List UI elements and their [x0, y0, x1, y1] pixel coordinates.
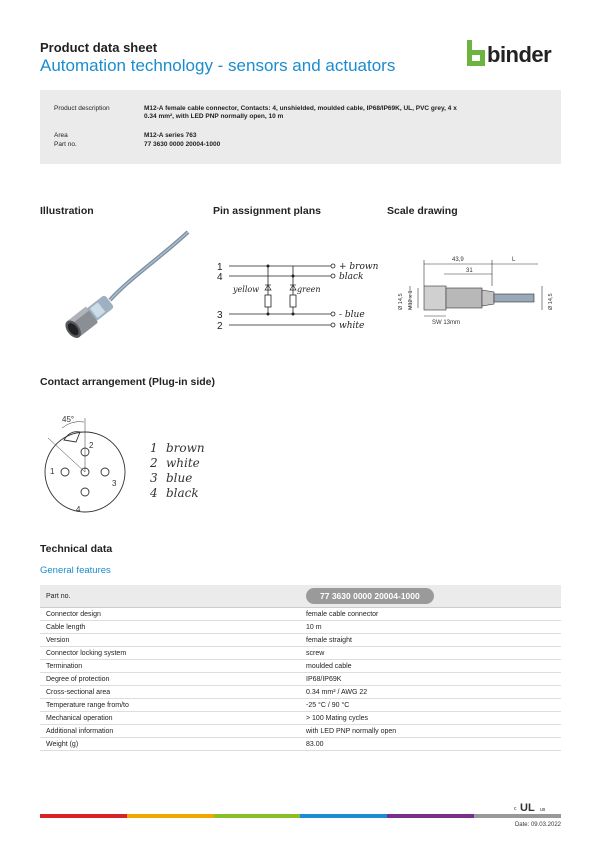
footer-color-segment [300, 814, 387, 818]
angle-label: 45° [62, 415, 75, 424]
table-row-value: -25 °C / 90 °C [300, 699, 561, 712]
table-row-label: Temperature range from/to [40, 699, 300, 712]
table-row-label: Weight (g) [40, 738, 300, 751]
table-row-value: > 100 Mating cycles [300, 712, 561, 725]
pin-2-number: 2 [217, 321, 223, 332]
dim-body-length: 31 [466, 268, 473, 274]
technical-data-table [40, 585, 561, 751]
table-row-value: female straight [300, 634, 561, 647]
table-row [40, 647, 561, 660]
scale-drawing-heading: Scale drawing [387, 205, 458, 217]
footer-color-bar [40, 814, 561, 818]
binder-logo-mark-icon [465, 38, 489, 72]
part-no-label: Part no. [54, 141, 77, 148]
pin-3-number: 3 [217, 310, 223, 321]
illustration-heading: Illustration [40, 205, 94, 217]
led-yellow-label: yellow [233, 285, 260, 294]
contact-legend [150, 441, 205, 501]
table-row [40, 634, 561, 647]
table-row-value: IP68/IP69K [300, 673, 561, 686]
table-row-label: Connector design [40, 608, 300, 621]
table-row [40, 725, 561, 738]
general-features-heading: General features [40, 565, 111, 576]
contact-arrangement-heading: Contact arrangement (Plug-in side) [40, 376, 216, 388]
footer-color-segment [214, 814, 301, 818]
footer-color-segment [474, 814, 561, 818]
table-row [40, 712, 561, 725]
page-title: Automation technology - sensors and actuators [40, 56, 396, 75]
legend-row: 3 blue [150, 471, 193, 485]
wire-label-1: + brown [339, 262, 379, 272]
wire-label-2: white [339, 321, 365, 331]
table-row-label: Cable length [40, 621, 300, 634]
pin-assignment-diagram [213, 250, 379, 340]
dim-diameter-2: Ø 14,5 [548, 293, 554, 310]
wire-label-4: black [339, 272, 364, 282]
footer-color-segment [387, 814, 474, 818]
part-no-value: 77 3630 0000 20004-1000 [144, 141, 221, 148]
table-row [40, 608, 561, 621]
table-row-label: Additional information [40, 725, 300, 738]
contact-num-3: 3 [112, 479, 117, 488]
table-row [40, 738, 561, 751]
cable-connector-illustration [40, 228, 200, 338]
contact-num-2: 2 [89, 441, 94, 450]
area-label: Area [54, 132, 68, 139]
wire-label-3: - blue [339, 310, 365, 320]
pin-1-number: 1 [217, 262, 223, 273]
product-info-box [40, 90, 561, 164]
table-row-value: 10 m [300, 621, 561, 634]
table-row-value: with LED PNP normally open [300, 725, 561, 738]
footer-color-segment [40, 814, 127, 818]
dim-wrench-size: SW 13mm [432, 320, 461, 326]
svg-text:UL: UL [520, 802, 535, 814]
table-row-value: 0.34 mm² / AWG 22 [300, 686, 561, 699]
part-no-pill: 77 3630 0000 20004-1000 [306, 588, 434, 604]
part-no-header-label: Part no. [40, 585, 300, 608]
table-row-label: Connector locking system [40, 647, 300, 660]
legend-row: 2 white [150, 456, 200, 470]
table-row [40, 660, 561, 673]
led-green-label: green [297, 285, 321, 294]
table-header-row [40, 585, 561, 608]
part-no-header-cell [300, 585, 561, 608]
pin-assignment-heading: Pin assignment plans [213, 205, 321, 217]
dim-cable-length: L [512, 257, 516, 263]
table-row [40, 686, 561, 699]
dim-total-length: 43,9 [452, 257, 464, 263]
table-row [40, 699, 561, 712]
doc-type: Product data sheet [40, 40, 158, 55]
svg-text:c: c [514, 806, 517, 812]
contact-num-4: 4 [76, 505, 81, 514]
table-row [40, 673, 561, 686]
table-row-label: Degree of protection [40, 673, 300, 686]
table-row [40, 621, 561, 634]
brand-name: binder [487, 42, 552, 67]
area-value: M12-A series 763 [144, 132, 197, 139]
dim-thread: M12 x 1 [408, 290, 414, 310]
binder-logo [465, 38, 561, 72]
product-description-label: Product description [54, 105, 110, 112]
pin-4-number: 4 [217, 272, 223, 283]
contact-num-1: 1 [50, 467, 55, 476]
footer-color-segment [127, 814, 214, 818]
legend-row: 4 black [150, 486, 199, 500]
scale-drawing [388, 250, 560, 338]
table-row-label: Mechanical operation [40, 712, 300, 725]
product-description: M12-A female cable connector, Contacts: 4, unshielded, moulded cable, IP68/IP69K, UL, PVC grey, 4 x 0.34 mm², with LED PNP normally open, 10 m [144, 105, 457, 120]
table-row-value: moulded cable [300, 660, 561, 673]
technical-data-heading: Technical data [40, 543, 113, 555]
footer-date: Date: 09.03.2022 [514, 822, 561, 828]
table-row-value: female cable connector [300, 608, 561, 621]
table-row-value: 83.00 [300, 738, 561, 751]
table-row-value: screw [300, 647, 561, 660]
table-row-label: Version [40, 634, 300, 647]
ul-certification-icon [512, 800, 552, 814]
table-row-label: Cross-sectional area [40, 686, 300, 699]
legend-row: 1 brown [150, 441, 205, 455]
table-row-label: Termination [40, 660, 300, 673]
svg-text:us: us [540, 807, 546, 813]
dim-diameter-1: Ø 14,5 [398, 293, 404, 310]
